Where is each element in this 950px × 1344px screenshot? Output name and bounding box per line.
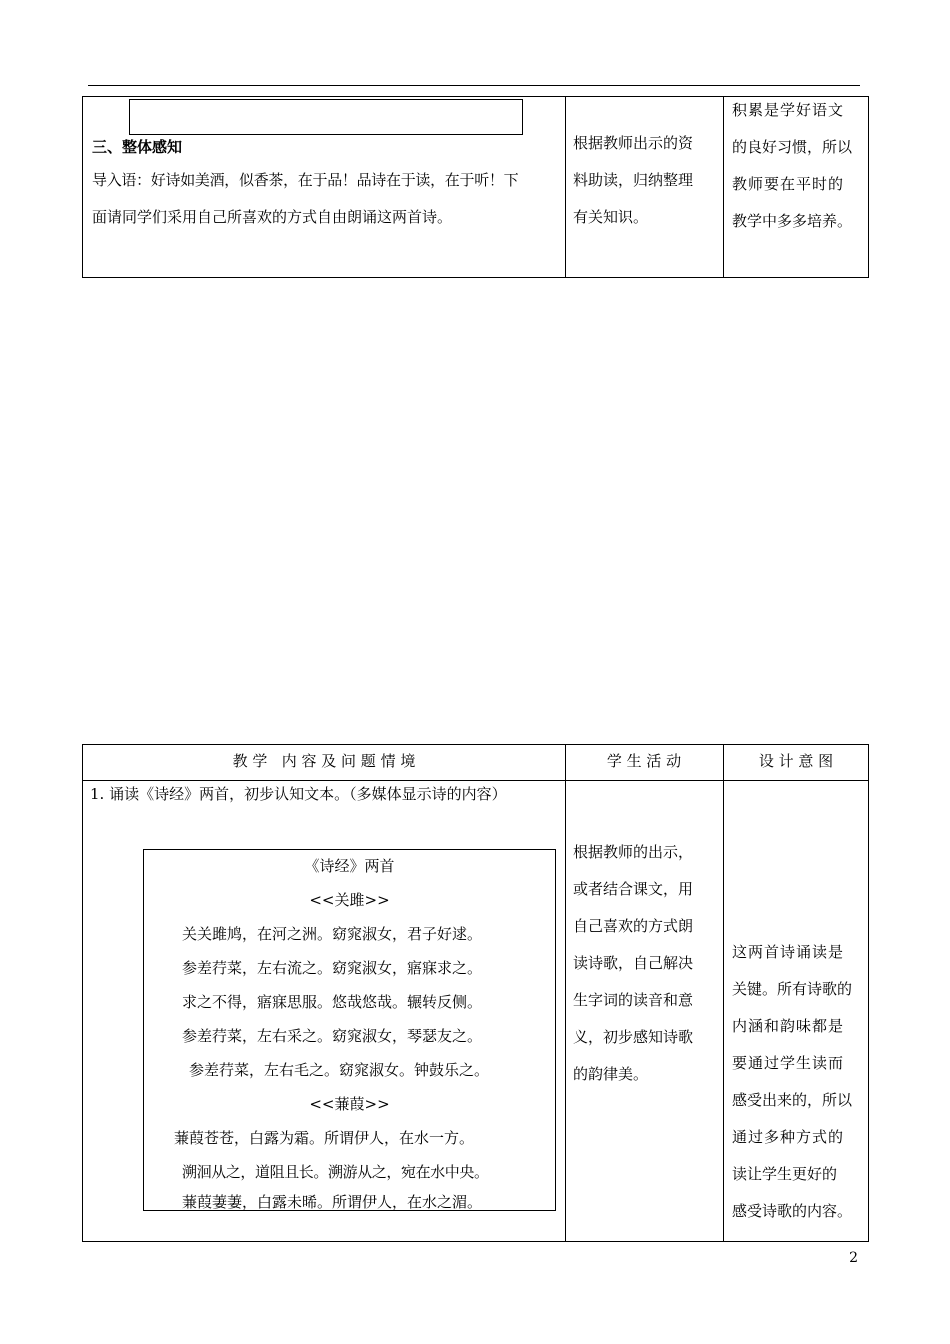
- empty-text-box: [129, 99, 523, 135]
- activity-line: 生字词的读音和意: [573, 991, 694, 1009]
- intro-line: 面请同学们采用自己所喜欢的方式自由朗诵这两首诗。: [92, 208, 453, 226]
- header-rule: [88, 85, 860, 86]
- activity-line: 有关知识。: [573, 208, 649, 226]
- student-activity-cell: [573, 125, 693, 236]
- intent-line: 教师要在平时的: [732, 175, 845, 193]
- lesson-table-top: [82, 96, 869, 278]
- intent-line: 内涵和韵味都是: [732, 1017, 845, 1035]
- poem-line: 参差荇菜，左右采之。窈窕淑女，琴瑟友之。: [182, 1027, 483, 1045]
- intent-line: 关键。所有诗歌的: [732, 980, 853, 998]
- poem-title: <<关雎>>: [309, 891, 390, 909]
- header-content: 教 学 内 容 及 问 题 情 境: [232, 752, 416, 770]
- poem-line: 参差荇菜，左右毛之。窈窕淑女。钟鼓乐之。: [189, 1061, 490, 1079]
- poem-title: <<蒹葭>>: [309, 1095, 390, 1113]
- intent-line: 积累是学好语文: [732, 101, 845, 119]
- activity-line: 读诗歌，自己解决: [573, 954, 694, 972]
- poem-box-title: 《诗经》两首: [304, 857, 395, 875]
- poem-line: 关关雎鸠，在河之洲。窈窕淑女，君子好逑。: [182, 925, 483, 943]
- poem-line: 蒹葭苍苍，白露为霜。所谓伊人，在水一方。: [174, 1129, 475, 1147]
- poem-line: 参差荇菜，左右流之。窈窕淑女，寤寐求之。: [182, 959, 483, 977]
- activity-line: 根据教师的出示，: [573, 843, 694, 861]
- intent-line: 感受诗歌的内容。: [732, 1202, 853, 1220]
- activity-line: 义，初步感知诗歌: [573, 1028, 694, 1046]
- section-heading: 三、整体感知: [92, 138, 183, 156]
- design-intent-cell: [732, 934, 852, 1230]
- page-number: 2: [849, 1250, 858, 1266]
- column-divider: [565, 745, 566, 1241]
- activity-line: 自己喜欢的方式朗: [573, 917, 694, 935]
- lesson-table-bottom: [82, 744, 869, 1242]
- intent-line: 教学中多多培养。: [732, 212, 853, 230]
- intent-line: 的良好习惯，所以: [732, 138, 853, 156]
- activity-line: 的韵律美。: [573, 1065, 649, 1083]
- header-activity: 学 生 活 动: [606, 752, 682, 770]
- activity-line: 或者结合课文，用: [573, 880, 694, 898]
- poem-line: 溯洄从之，道阻且长。溯游从之，宛在水中央。: [182, 1163, 489, 1181]
- header-intent: 设 计 意 图: [758, 752, 834, 770]
- student-activity-cell: [573, 834, 693, 1093]
- activity-line: 根据教师出示的资: [573, 134, 694, 152]
- poem-box: [143, 849, 556, 1211]
- column-divider: [723, 745, 724, 1241]
- poem-line: 蒹葭萋萋，白露未晞。所谓伊人，在水之湄。: [182, 1193, 483, 1211]
- intent-line: 感受出来的，所以: [732, 1091, 853, 1109]
- activity-line: 料助读，归纳整理: [573, 171, 694, 189]
- intent-line: 要通过学生读而: [732, 1054, 845, 1072]
- poem-line: 求之不得，寤寐思服。悠哉悠哉。辗转反侧。: [182, 993, 483, 1011]
- intent-line: 这两首诗诵读是: [732, 943, 845, 961]
- intro-line: 导入语：好诗如美酒，似香茶，在于品！品诗在于读，在于听！下: [92, 171, 519, 189]
- task-text: 1. 诵读《诗经》两首，初步认知文本。（多媒体显示诗的内容）: [90, 785, 507, 803]
- design-intent-cell: [732, 92, 852, 240]
- intent-line: 读让学生更好的: [732, 1165, 838, 1183]
- column-divider: [565, 97, 566, 277]
- column-divider: [723, 97, 724, 277]
- intent-line: 通过多种方式的: [732, 1128, 845, 1146]
